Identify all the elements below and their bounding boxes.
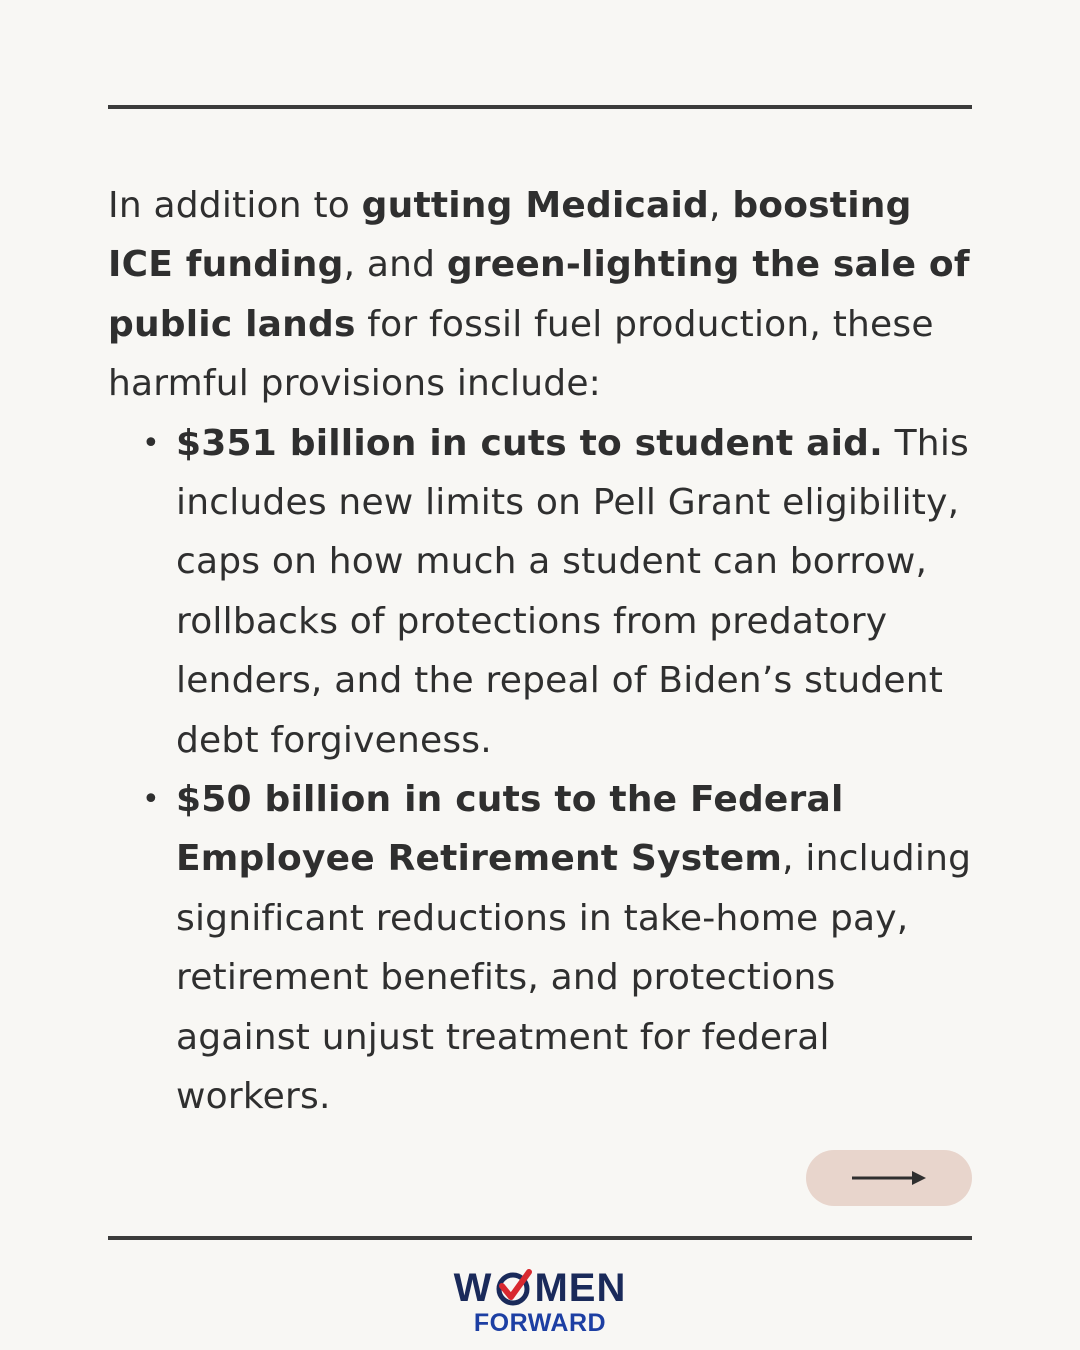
provision-heading: $351 billion in cuts to student aid. <box>176 422 883 464</box>
intro-text-2: , <box>709 185 733 226</box>
list-item <box>142 770 974 1126</box>
intro-text-3: , and <box>343 244 447 286</box>
top-divider <box>108 105 972 109</box>
provisions-list <box>108 414 974 1127</box>
intro-bold-public-lands: green-lighting the sale of public lands <box>108 244 970 345</box>
bottom-divider <box>108 1236 972 1240</box>
intro-bold-medicaid: gutting Medicaid <box>361 185 710 226</box>
arrow-right-icon <box>850 1169 928 1187</box>
logo-wordmark-bottom: FORWARD <box>473 1309 607 1337</box>
bullet-icon: • <box>142 782 160 818</box>
list-item <box>142 414 974 770</box>
provision-heading: $50 billion in cuts to the Federal Employee Retirement System <box>176 779 844 880</box>
body-text <box>108 176 974 1127</box>
checkmark-o-icon <box>493 1268 533 1308</box>
women-forward-logo <box>448 1266 632 1338</box>
logo-wordmark-top <box>448 1266 632 1310</box>
provision-text: , including significant reductions in take-home pay, retirement benefits, and protections against unjust treatment for federal workers. <box>176 838 972 1118</box>
intro-text-4: for fossil fuel production, these harmful provisions include: <box>108 303 934 405</box>
next-slide-button[interactable] <box>806 1150 972 1206</box>
bullet-icon: • <box>142 425 160 461</box>
intro-paragraph <box>108 176 974 414</box>
logo-letter-w: W <box>453 1266 493 1310</box>
intro-bold-ice: boosting ICE funding <box>108 185 912 286</box>
intro-text-1: In addition to <box>108 185 362 226</box>
provision-text: This includes new limits on Pell Grant eligibility, caps on how much a student can borrow, rollbacks of protections from predatory lenders, and the repeal of Biden’s student debt forgiveness. <box>176 422 969 761</box>
logo-letters-men: MEN <box>534 1266 627 1310</box>
